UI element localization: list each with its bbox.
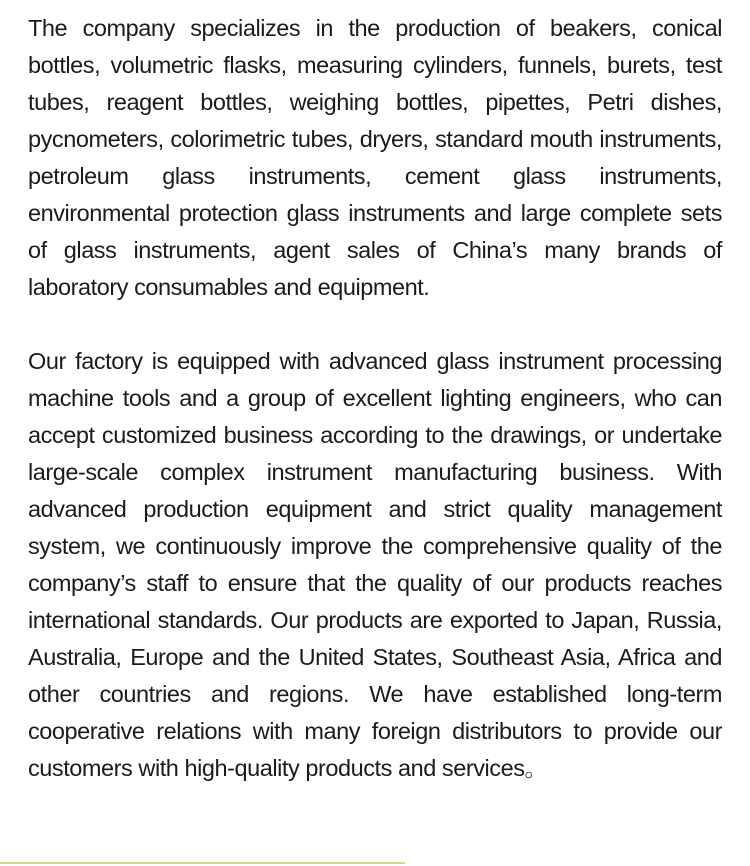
- company-profile-paragraph: The company specializes in the production of beakers, conical bottles, volumetric flasks, measuring cylinders, funnels, burets, test tubes, reagent bottles, weighing bottles, pipettes, Petri dishes, pycnometers, colorimetric tubes, dryers, standard mouth instruments, petroleum glass instruments, cement glass instruments, environmental protection glass instruments and large complete sets of glass instruments, agent sales of China’s many brands of laboratory consumables and equipment.: [28, 15, 722, 300]
- bottom-accent-divider: [0, 862, 405, 864]
- document-body: [28, 10, 722, 787]
- factory-capabilities-paragraph: Our factory is equipped with advanced glass instrument processing machine tools and a group of excellent lighting engineers, who can accept customized business according to the drawings, or undertake large-scale complex instrument manufacturing business. With advanced production equipment and strict quality management system, we continuously improve the comprehensive quality of the company’s staff to ensure that the quality of our products reaches international standards. Our products are exported to Japan, Russia, Australia, Europe and the United States, Southeast Asia, Africa and other countries and regions. We have established long-term cooperative relations with many foreign distributors to provide our customers with high-quality products and services。: [28, 348, 722, 781]
